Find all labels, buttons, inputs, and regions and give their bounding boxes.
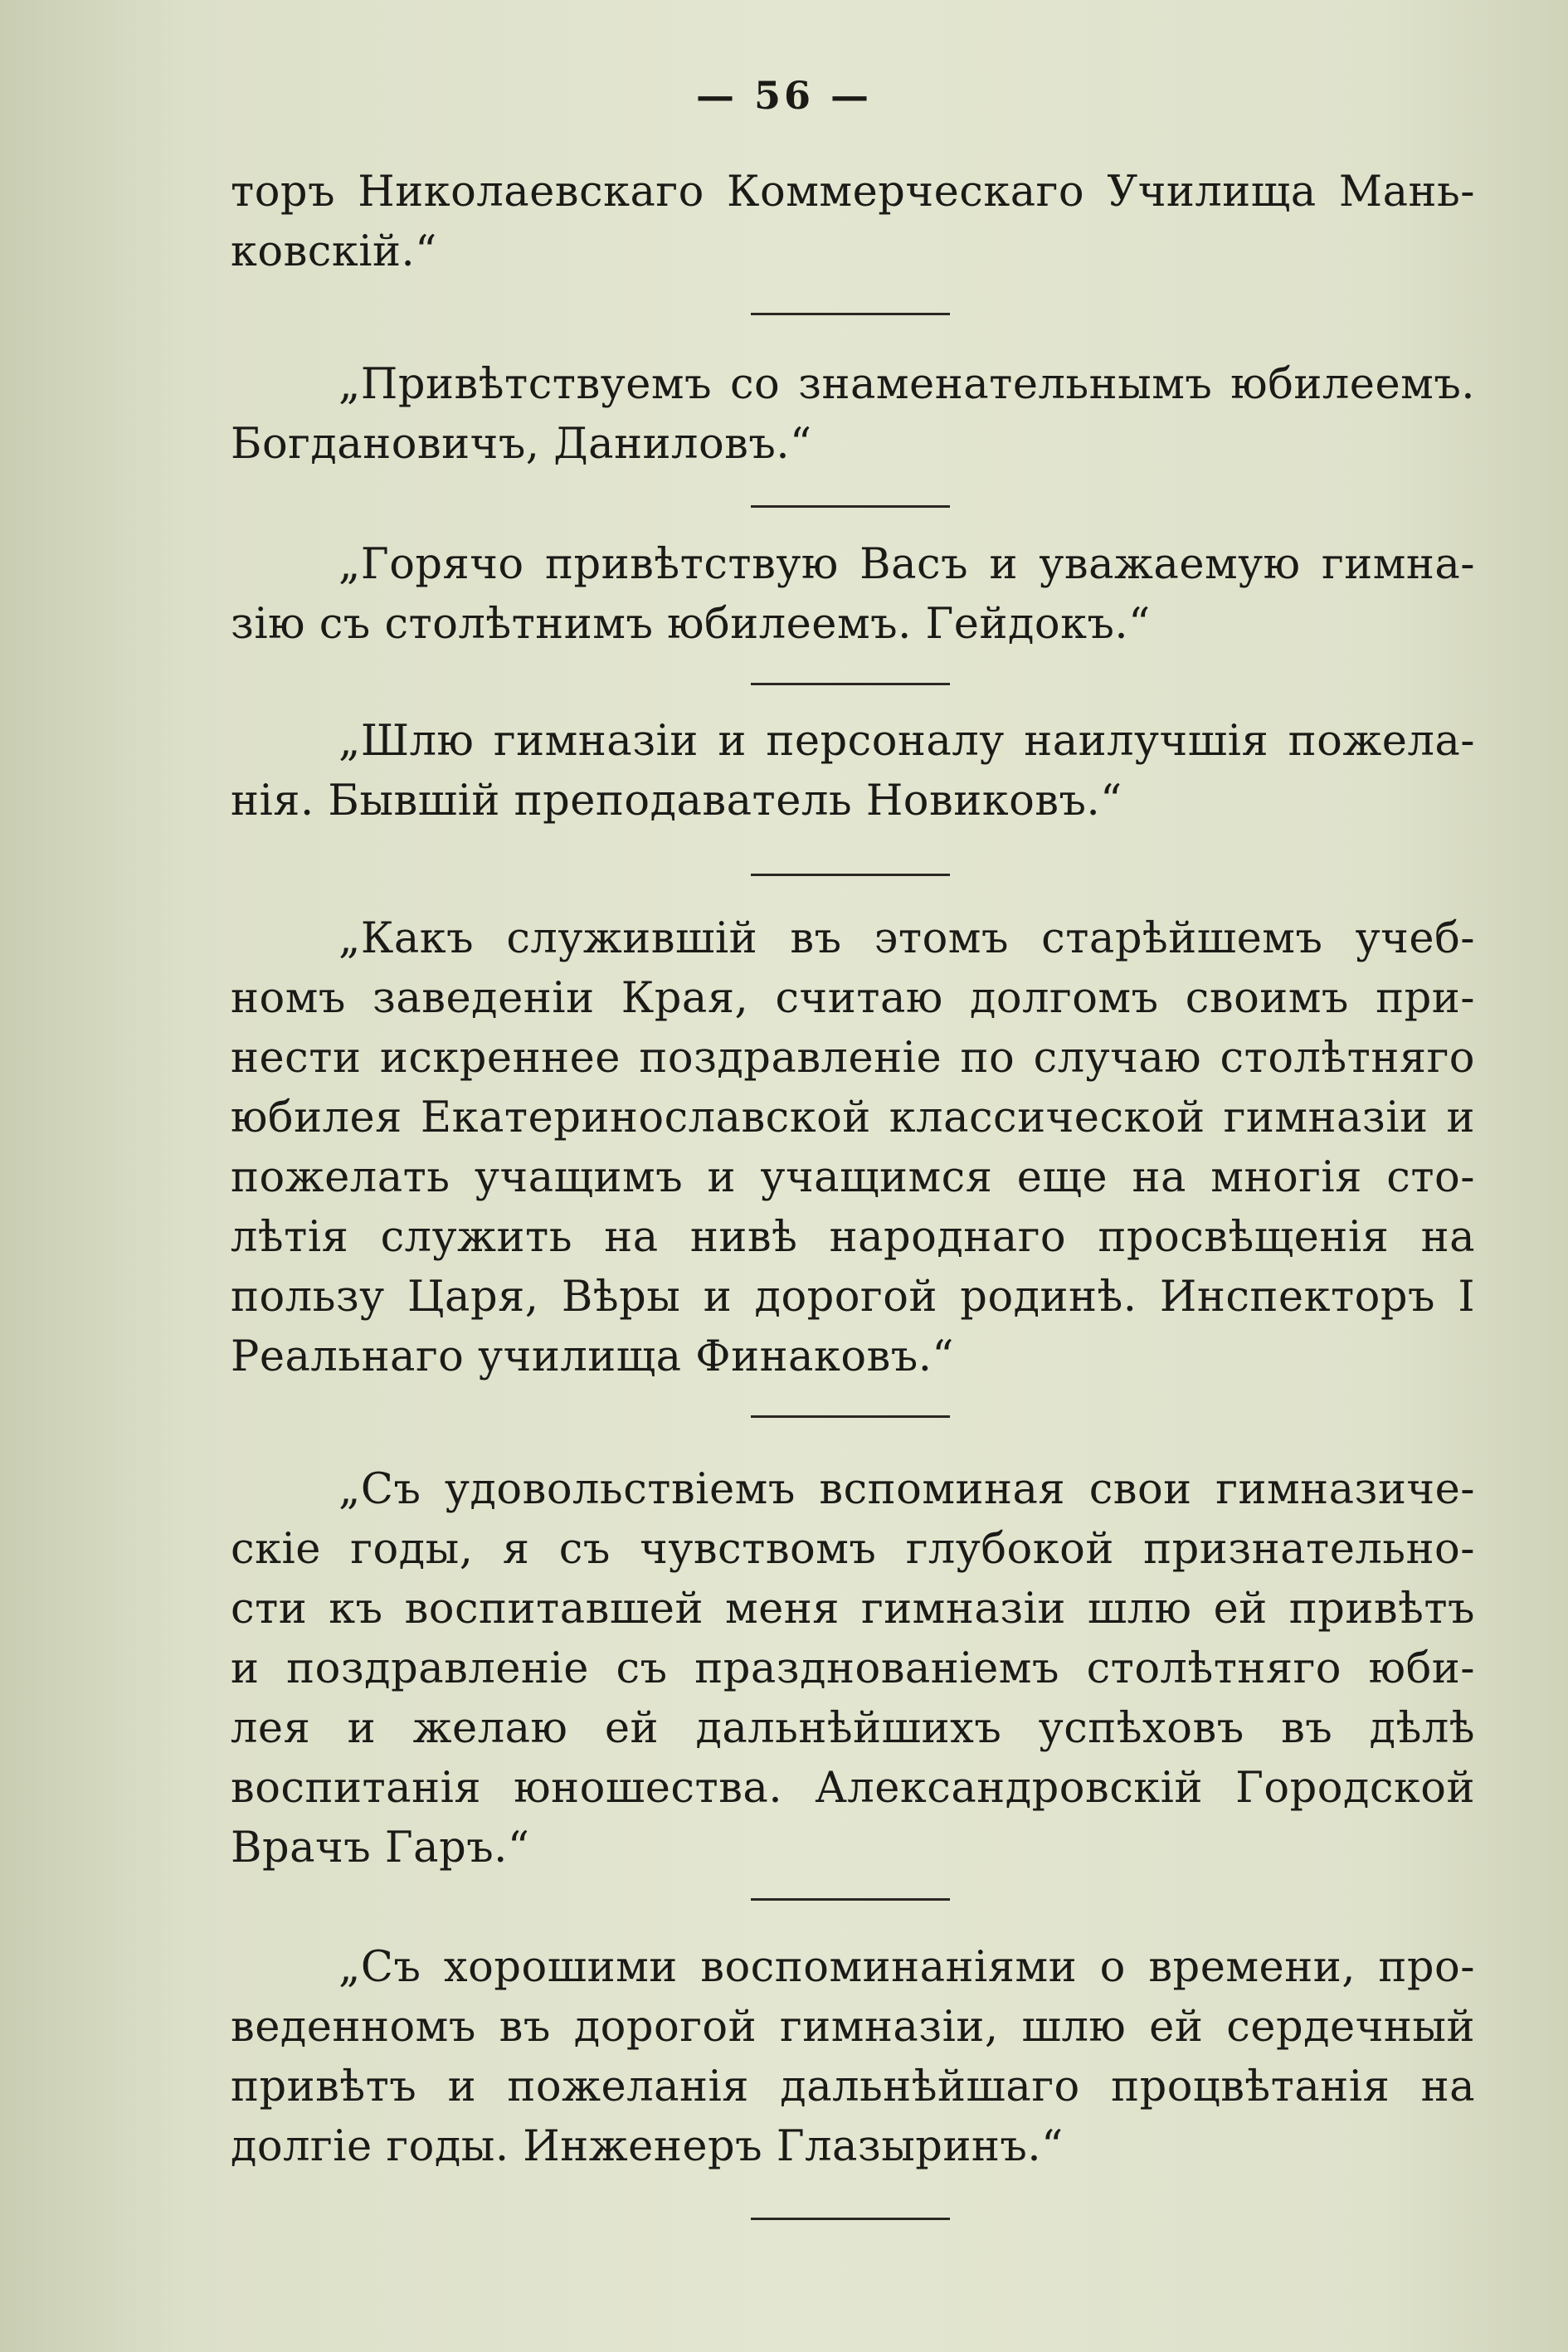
text-line: ковскій.“ bbox=[231, 227, 437, 276]
text-line: и поздравленіе съ празднованіемъ столѣтняго юби- bbox=[231, 1644, 1475, 1693]
text-line: пожелать учащимъ и учащимся еще на многія сто- bbox=[231, 1153, 1475, 1202]
text-line: „Съ хорошими воспоминаніями о времени, про- bbox=[338, 1943, 1475, 1992]
text-line: пользу Царя, Вѣры и дорогой родинѣ. Инспекторъ I bbox=[231, 1273, 1475, 1322]
text-line: сти къ воспитавшей меня гимназіи шлю ей привѣтъ bbox=[231, 1585, 1475, 1634]
separator-rule bbox=[751, 313, 950, 315]
paragraph-5 bbox=[231, 909, 1475, 1387]
text-line: номъ заведеніи Края, считаю долгомъ своимъ при- bbox=[231, 974, 1475, 1023]
text-line: веденномъ въ дорогой гимназіи, шлю ей сердечный bbox=[231, 2003, 1475, 2052]
separator-rule bbox=[751, 1898, 950, 1901]
text-line: лѣтія служить на нивѣ народнаго просвѣщенія на bbox=[231, 1213, 1475, 1262]
text-line: юбилея Екатеринославской классической гимназіи и bbox=[231, 1093, 1475, 1142]
text-line: торъ Николаевскаго Коммерческаго Училища Мань- bbox=[231, 168, 1475, 217]
paragraph-3 bbox=[231, 535, 1475, 655]
paragraph-7 bbox=[231, 1938, 1475, 2177]
paragraph-2 bbox=[231, 355, 1475, 475]
text-line: Реальнаго училища Финаковъ.“ bbox=[231, 1332, 954, 1381]
text-line: Врачъ Гаръ.“ bbox=[231, 1824, 530, 1872]
text-line: воспитанія юношества. Александровскій Городской bbox=[231, 1764, 1475, 1813]
separator-rule bbox=[751, 505, 950, 508]
paragraph-1 bbox=[231, 163, 1475, 282]
text-line: Богдановичъ, Даниловъ.“ bbox=[231, 420, 812, 469]
text-line: нести искреннее поздравленіе по случаю столѣтняго bbox=[231, 1034, 1475, 1083]
separator-rule bbox=[751, 683, 950, 685]
separator-rule bbox=[751, 2218, 950, 2220]
separator-rule bbox=[751, 1415, 950, 1418]
text-line: зію съ столѣтнимъ юбилеемъ. Гейдокъ.“ bbox=[231, 600, 1151, 649]
text-line: „Какъ служившій въ этомъ старѣйшемъ учеб- bbox=[338, 914, 1475, 963]
text-line: „Съ удовольствіемъ вспоминая свои гимназиче- bbox=[338, 1465, 1475, 1514]
text-line: долгіе годы. Инженеръ Глазыринъ.“ bbox=[231, 2122, 1064, 2171]
text-line: „Горячо привѣтствую Васъ и уважаемую гимна- bbox=[338, 540, 1475, 589]
text-line: „Шлю гимназіи и персоналу наилучшія пожела- bbox=[338, 717, 1475, 766]
text-line: привѣтъ и пожеланія дальнѣйшаго процвѣтанія на bbox=[231, 2062, 1475, 2111]
text-line: „Привѣтствуемъ со знаменательнымъ юбилеемъ. bbox=[338, 360, 1475, 409]
page-number: — 56 — bbox=[695, 73, 873, 118]
paragraph-4 bbox=[231, 712, 1475, 831]
text-line: скіе годы, я съ чувствомъ глубокой признательно- bbox=[231, 1525, 1475, 1574]
text-line: нія. Бывшій преподаватель Новиковъ.“ bbox=[231, 777, 1122, 825]
text-line: лея и желаю ей дальнѣйшихъ успѣховъ въ дѣлѣ bbox=[231, 1704, 1475, 1753]
paragraph-6 bbox=[231, 1460, 1475, 1878]
separator-rule bbox=[751, 874, 950, 876]
